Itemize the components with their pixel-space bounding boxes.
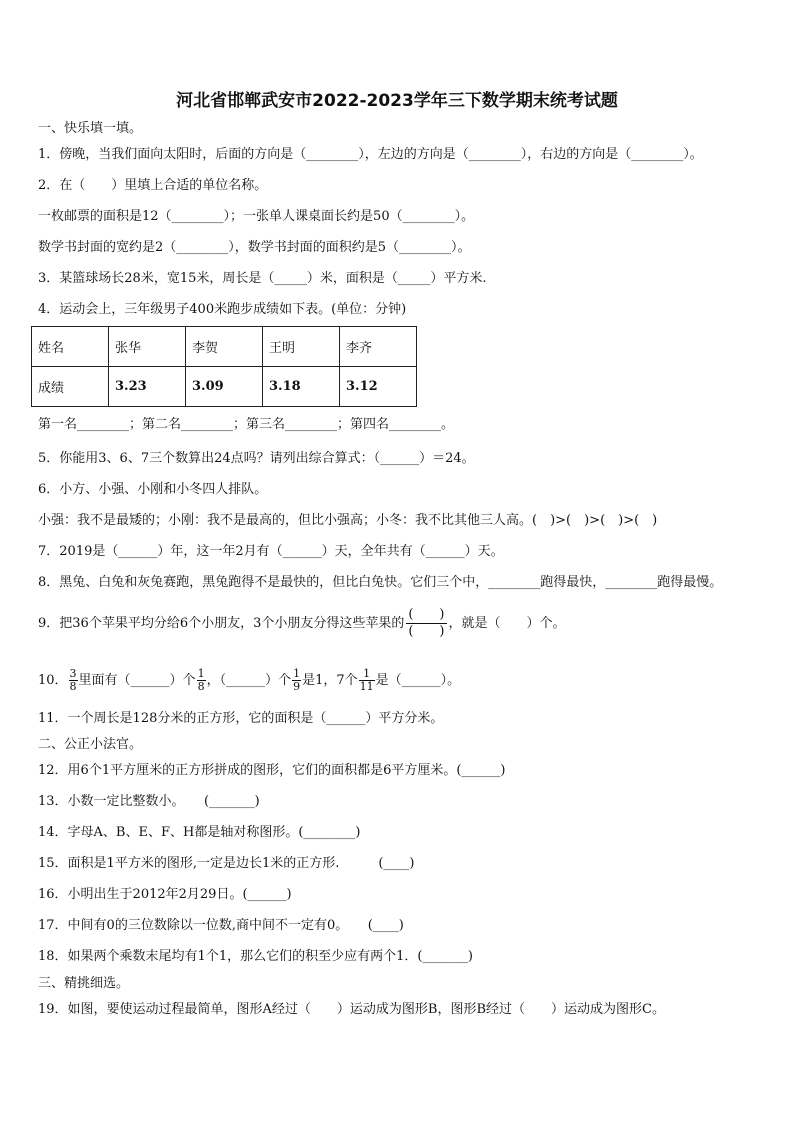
question-6: 6．小方、小强、小刚和小冬四人排队。 [38, 482, 268, 497]
fraction-denominator: 11 [359, 680, 374, 693]
fraction [69, 668, 78, 693]
fraction [359, 668, 375, 693]
fraction [292, 668, 301, 693]
fraction-numerator: 1 [293, 667, 301, 680]
section-heading-3: 三、精挑细选。 [38, 976, 130, 991]
table-cell: 3.23 [109, 367, 186, 407]
table-row [32, 367, 417, 407]
question-5: 5．你能用3、6、7三个数算出24点吗？请列出综合算式：（______）＝24。 [38, 451, 475, 466]
fraction-denominator: 9 [293, 680, 301, 693]
table-cell: 李贺 [186, 327, 263, 367]
question-7: 7．2019是（______）年，这一年2月有（______）天，全年共有（______）天。 [38, 544, 504, 559]
question-10-text: 里面有（______）个 [78, 673, 196, 688]
section-heading-1: 一、快乐填一填。 [38, 121, 143, 136]
fraction [197, 668, 206, 693]
table-cell: 李齐 [340, 327, 417, 367]
page-title: 河北省邯郸武安市2022-2023学年三下数学期末统考试题 [176, 91, 618, 111]
question-8: 8．黑兔、白兔和灰兔赛跑，黑兔跑得不是最快的，但比白兔快。它们三个中，________跑得最快，________跑得最慢。 [38, 575, 723, 590]
question-10-text: 是1，7个 [302, 673, 358, 688]
question-13: 13．小数一定比整数小。 (_______) [38, 794, 260, 809]
table-cell: 姓名 [32, 327, 109, 367]
fraction-numerator: 1 [359, 668, 375, 681]
section-heading-2: 二、公正小法官。 [38, 737, 143, 752]
question-17: 17．中间有0的三位数除以一位数,商中间不一定有0。 (____) [38, 918, 404, 933]
question-10-text: 是（______）。 [375, 673, 461, 688]
question-2-part-b: 数学书封面的宽约是2（________），数学书封面的面积约是5（________）。 [38, 240, 471, 255]
table-cell: 张华 [109, 327, 186, 367]
score-table [31, 326, 417, 407]
fraction-numerator: ( ) [408, 607, 445, 622]
question-2-part-a: 一枚邮票的面积是12（________）；一张单人课桌面长约是50（________）。 [38, 209, 475, 224]
fraction-denominator: 8 [69, 680, 77, 693]
question-12: 12．用6个1平方厘米的正方形拼成的图形，它们的面积都是6平方厘米。(______) [38, 763, 506, 778]
question-4-ranking: 第一名________；第二名________；第三名________；第四名________。 [38, 417, 455, 432]
fraction-denominator: 8 [197, 680, 205, 693]
table-cell: 3.09 [186, 367, 263, 407]
question-9-text-after: ，就是（ ）个。 [448, 616, 566, 631]
question-15: 15．面积是1平方米的图形,一定是边长1米的正方形. (____) [38, 856, 415, 871]
question-1: 1．傍晚，当我们面向太阳时，后面的方向是（________），左边的方向是（________），右边的方向是（________）。 [38, 147, 703, 162]
question-9-text-before: 9．把36个苹果平均分给6个小朋友，3个小朋友分得这些苹果的 [38, 616, 405, 631]
question-10 [38, 663, 460, 699]
fraction-numerator: 1 [197, 667, 205, 680]
blank-fraction [406, 607, 446, 640]
table-cell: 3.18 [263, 367, 340, 407]
fraction-numerator: 3 [69, 667, 77, 680]
question-4: 4．运动会上，三年级男子400米跑步成绩如下表。(单位：分钟) [38, 302, 407, 317]
question-16: 16．小明出生于2012年2月29日。(______) [38, 887, 292, 902]
fraction-denominator: ( ) [408, 624, 445, 639]
table-row [32, 327, 417, 367]
question-2: 2．在（ ）里填上合适的单位名称。 [38, 178, 268, 193]
table-cell: 3.12 [340, 367, 417, 407]
question-18: 18．如果两个乘数末尾均有1个1，那么它们的积至少应有两个1．(_______) [38, 949, 473, 964]
table-cell: 成绩 [32, 367, 109, 407]
question-10-number: 10． [38, 673, 68, 688]
question-14: 14．字母A、B、E、F、H都是轴对称图形。(________) [38, 825, 361, 840]
question-3: 3．某篮球场长28米，宽15米，周长是（_____）米，面积是（_____）平方米. [38, 271, 487, 286]
table-cell: 王明 [263, 327, 340, 367]
question-10-text: ，（______）个 [206, 673, 292, 688]
question-6-statements: 小强：我不是最矮的；小刚：我不是最高的，但比小强高；小冬：我不比其他三人高。( )>( )>( )>( ) [38, 513, 658, 528]
question-9 [38, 606, 566, 642]
question-11: 11．一个周长是128分米的正方形，它的面积是（______）平方分米。 [38, 711, 444, 726]
question-19: 19．如图，要使运动过程最简单，图形A经过（ ）运动成为图形B，图形B经过（ ）运动成为图形C。 [38, 1002, 665, 1017]
